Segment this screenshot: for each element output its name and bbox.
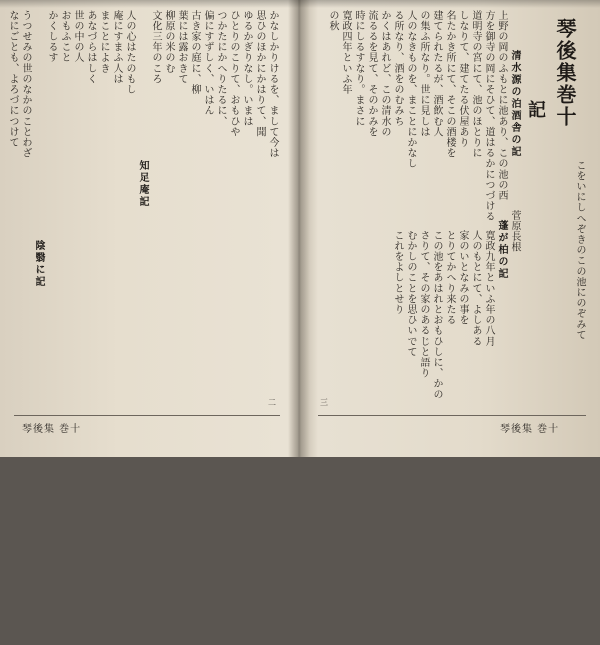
left-page-text xyxy=(7,10,280,415)
left-text-column: ゆるかぎりなし。いまは xyxy=(241,10,252,127)
left-running-footer: 琴後集 巻十 xyxy=(22,424,82,435)
section-heading: 知足庵記 xyxy=(137,160,148,208)
right-text-column: 人のもとにて、よしある xyxy=(470,230,481,347)
left-text-column: 古き家の庭に、柳 xyxy=(189,10,200,95)
left-text-column: かなしかりけるを、まして今は xyxy=(267,10,278,159)
right-text-column: この池をあはれとおもひしに、かの xyxy=(431,230,442,400)
left-text-column: おもふこと xyxy=(59,10,70,63)
book-gutter xyxy=(288,0,310,457)
right-text-column: 上野の岡のふもとに池あり、この池の西 xyxy=(496,10,507,201)
chapter-subtitle: 記 xyxy=(525,100,546,118)
right-text-column: しなりて、建てたる伏屋あり xyxy=(457,10,468,148)
left-text-column: あなづらはしく xyxy=(85,10,96,85)
right-text-column: 寛政九年といふ年の八月 xyxy=(483,230,494,347)
left-footer-rule xyxy=(14,415,280,416)
chapter-title: 琴後集巻十 xyxy=(553,18,577,128)
left-text-column: 人の心はたのもし xyxy=(124,10,135,95)
right-text-column: 名たかき所にて、そこの酒楼を xyxy=(444,10,455,159)
right-text-column: の秋 xyxy=(327,10,338,32)
right-text-column: こをいにしへぞきのこの池にのぞみて xyxy=(574,160,585,341)
left-text-column: 文化三年のころ xyxy=(150,10,161,85)
left-text-column: かくしるす xyxy=(46,10,57,63)
right-page-text xyxy=(318,10,586,415)
right-text-column: かくはあれど、この清水の xyxy=(379,10,390,138)
left-text-column: 葉には露おきて xyxy=(176,10,187,85)
right-text-column: 家のいとなみの事を xyxy=(457,230,468,326)
right-text-column: 時にしるすなり。まさに xyxy=(353,10,364,127)
left-page-number: 二 xyxy=(268,398,276,407)
left-text-column: つかたにかへりたるに、 xyxy=(215,10,226,127)
right-text-column: これをよしとせり xyxy=(392,230,403,315)
right-running-footer: 琴後集 巻十 xyxy=(500,424,560,435)
left-text-column: 世の中の人 xyxy=(72,10,83,63)
right-text-column: 人のなきものを、まことにかなし xyxy=(405,10,416,169)
section-heading: 陰翳に記 xyxy=(33,240,44,288)
left-text-column: なにごとも、よろづにつけて xyxy=(7,10,18,148)
author-signature: 菅原長根 xyxy=(509,210,520,253)
right-text-column: 流るるを見て、そのかみを xyxy=(366,10,377,138)
right-page-number: 三 xyxy=(320,398,328,407)
left-text-column: 庵にすまふ人は xyxy=(111,10,122,85)
right-text-column: むかしのことを思ひいでて xyxy=(405,230,416,358)
right-text-column: 建てられたるが、酒飲む人 xyxy=(431,10,442,138)
left-text-column: ひとりのこりて、おもひや xyxy=(228,10,239,138)
left-text-column: 柳原の米のむ xyxy=(163,10,174,74)
section-heading: 蓬が柏の記 xyxy=(496,220,507,280)
right-text-column: さりて、その家のあるじと語り xyxy=(418,230,429,379)
right-footer-rule xyxy=(318,415,586,416)
right-text-column: る所なり、酒をのむみち xyxy=(392,10,403,127)
left-text-column: 思ひのほかにかはりて、聞 xyxy=(254,10,265,138)
left-text-column: 偏にすずしく、いはん xyxy=(202,10,213,116)
right-text-column: の集ふ所なり。世に見しは xyxy=(418,10,429,138)
right-text-column: 方を御寺の岡にそひて、道はるかにつづける xyxy=(483,10,494,222)
right-text-column: 寛政四年といふ年 xyxy=(340,10,351,95)
left-text-column: うつせみの世のなかのことわざ xyxy=(20,10,31,159)
left-text-column: まことによき xyxy=(98,10,109,74)
section-heading: 清水源の泊酒舎の記 xyxy=(509,50,520,158)
right-text-column: 道明寺の宮にて、池のほとりに xyxy=(470,10,481,159)
right-text-column: とりてかへり来たる xyxy=(444,230,455,326)
